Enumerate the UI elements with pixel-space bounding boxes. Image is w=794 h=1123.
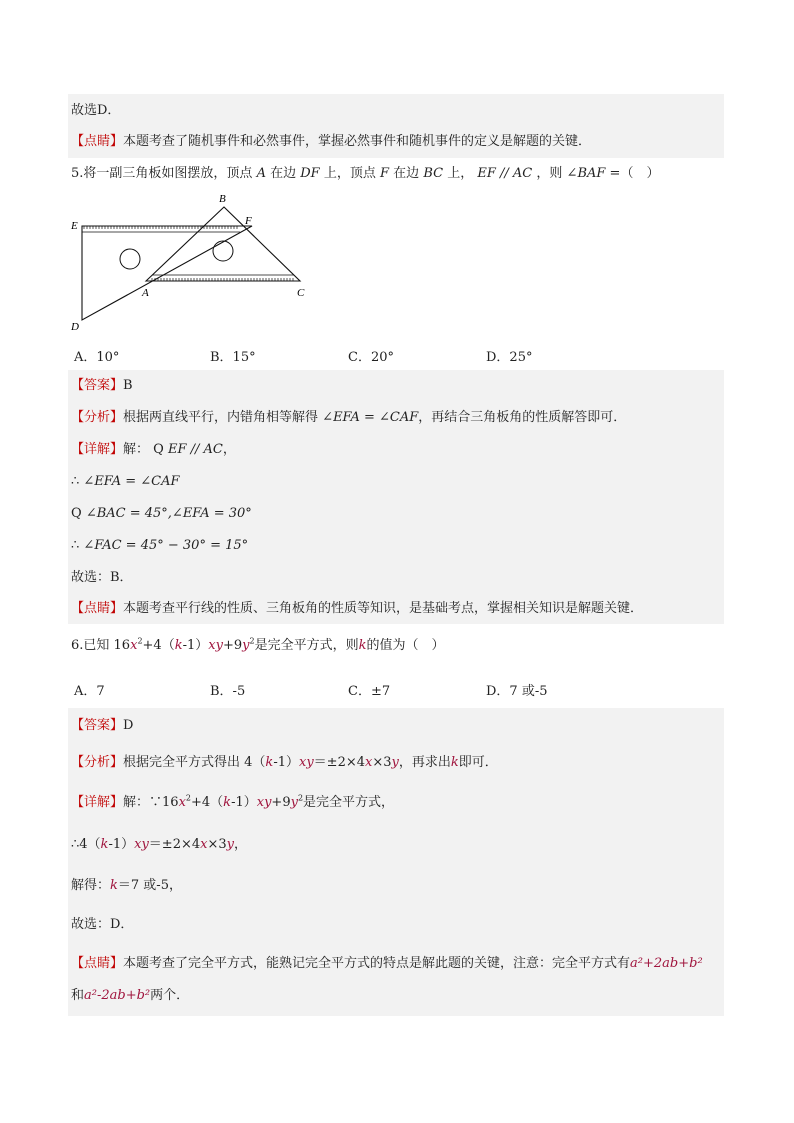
option-d[interactable]: D．7 或-5 bbox=[486, 684, 548, 699]
exponent: 2 bbox=[297, 793, 304, 803]
math-var: DF bbox=[300, 166, 320, 181]
stem-text: 在边 bbox=[393, 166, 420, 181]
math-var: y bbox=[242, 638, 250, 653]
stem-text: 上， bbox=[447, 166, 474, 181]
question-number: 5. bbox=[71, 166, 84, 181]
analysis-tag: 【分析】 bbox=[71, 410, 124, 425]
math-var: xy bbox=[208, 638, 223, 653]
detail-text: -1） bbox=[231, 795, 257, 810]
option-a[interactable]: A．10° bbox=[74, 350, 120, 365]
analysis-line bbox=[68, 402, 724, 434]
math-var: x bbox=[130, 638, 138, 653]
set-square-45 bbox=[146, 207, 300, 281]
analysis-text: 即可． bbox=[458, 755, 498, 770]
comment-tag: 【点睛】 bbox=[71, 956, 124, 971]
detail-line-3 bbox=[68, 498, 724, 530]
analysis-line bbox=[68, 744, 724, 782]
math-var: x bbox=[178, 795, 186, 810]
stem-text: 上，顶点 bbox=[323, 166, 376, 181]
detail-text: 是完全平方式， bbox=[303, 795, 395, 810]
ruler-hole bbox=[120, 249, 140, 269]
detail-text: +9 bbox=[271, 795, 291, 810]
therefore-symbol: ∴ bbox=[71, 538, 80, 553]
analysis-text: -1） bbox=[273, 755, 299, 770]
detail-line-2 bbox=[68, 824, 724, 866]
math-expression: ∠EFA = ∠CAF bbox=[322, 410, 419, 425]
set-square-30-60 bbox=[82, 226, 252, 320]
math-var: x bbox=[200, 837, 208, 852]
answer-tag: 【答案】 bbox=[71, 378, 124, 393]
detail-line-4 bbox=[68, 530, 724, 562]
answer-tag: 【答案】 bbox=[71, 718, 124, 733]
math-var: F bbox=[380, 166, 390, 181]
prev-answer-line bbox=[68, 94, 724, 128]
detail-line-1 bbox=[68, 434, 724, 466]
comment-block bbox=[68, 944, 724, 1016]
math-var: xy bbox=[298, 755, 314, 770]
math-var: k bbox=[174, 638, 183, 653]
formula: a²+2ab+b² bbox=[630, 956, 703, 971]
detail-text: ＝7 或-5， bbox=[117, 878, 182, 893]
math-var: k bbox=[358, 638, 367, 653]
stem-text: ，则 bbox=[536, 166, 563, 181]
math-var: y bbox=[391, 755, 399, 770]
option-d[interactable]: D．25° bbox=[486, 350, 533, 365]
math-var: BC bbox=[423, 166, 444, 181]
label-e: E bbox=[71, 220, 78, 232]
detail-line-3 bbox=[68, 866, 724, 906]
math-var: k bbox=[110, 878, 118, 893]
option-a[interactable]: A．7 bbox=[74, 684, 105, 699]
stem-text: +4（ bbox=[142, 638, 175, 653]
detail-tag: 【详解】 bbox=[71, 442, 124, 457]
detail-text: ×3 bbox=[207, 837, 227, 852]
detail-text: ， bbox=[222, 442, 236, 457]
option-b[interactable]: B．-5 bbox=[210, 684, 246, 699]
math-expression: ∠FAC = 45° − 30° = 15° bbox=[83, 538, 249, 553]
detail-line-2 bbox=[68, 466, 724, 498]
math-expression: ∠BAF bbox=[566, 166, 606, 181]
answer-line bbox=[68, 708, 724, 744]
math-var: x bbox=[365, 755, 373, 770]
comment-text: 本题考查平行线的性质、三角板角的性质等知识，是基础考点，掌握相关知识是解题关键． bbox=[123, 601, 644, 616]
comment-tag: 【点睛】 bbox=[71, 601, 124, 616]
detail-text: 解：∵16 bbox=[123, 795, 179, 810]
math-expression: EF // AC bbox=[477, 166, 533, 181]
choose-text: 故选：D． bbox=[71, 917, 134, 932]
label-c: C bbox=[297, 287, 305, 299]
choose-line bbox=[68, 562, 724, 594]
question-number: 6. bbox=[71, 638, 84, 653]
math-var: k bbox=[223, 795, 232, 810]
detail-text: ∴4（ bbox=[71, 837, 101, 852]
option-b[interactable]: B．15° bbox=[210, 350, 256, 365]
math-var: k bbox=[100, 837, 109, 852]
math-var: k bbox=[450, 755, 459, 770]
detail-line-1 bbox=[68, 782, 724, 824]
math-expression: EF // AC bbox=[167, 442, 223, 457]
detail-text: ， bbox=[234, 837, 248, 852]
answer-value: D bbox=[123, 718, 134, 733]
detail-text: +4（ bbox=[191, 795, 224, 810]
analysis-text: ，再求出 bbox=[398, 755, 451, 770]
answer-value: B bbox=[123, 378, 133, 393]
comment-text: 和 bbox=[71, 988, 85, 1003]
stem-text: 将一副三角板如图摆放，顶点 bbox=[83, 166, 253, 181]
stem-text: 是完全平方式，则 bbox=[254, 638, 359, 653]
math-var: y bbox=[290, 795, 298, 810]
exponent: 2 bbox=[249, 636, 255, 646]
choose-line bbox=[68, 906, 724, 944]
comment-tag: 【点睛】 bbox=[71, 134, 124, 149]
analysis-text: 根据两直线平行，内错角相等解得 bbox=[123, 410, 319, 425]
detail-text: 解： bbox=[123, 442, 150, 457]
stem-text: 已知 16 bbox=[83, 638, 131, 653]
prev-answer-text: 故选D． bbox=[71, 103, 121, 118]
math-var: y bbox=[226, 837, 234, 852]
comment-text: 本题考查了完全平方式，能熟记完全平方式的特点是解此题的关键，注意：完全平方式有 bbox=[123, 956, 631, 971]
because-symbol: Q bbox=[71, 506, 82, 521]
option-c[interactable]: C．±7 bbox=[348, 684, 391, 699]
stem-text: 的值为（ ） bbox=[366, 638, 445, 653]
prev-comment-line bbox=[68, 128, 724, 158]
because-symbol: Q bbox=[153, 442, 164, 457]
analysis-text: ＝±2×4 bbox=[313, 755, 365, 770]
analysis-text: 根据完全平方式得出 4（ bbox=[123, 755, 266, 770]
stem-text: -1） bbox=[182, 638, 209, 653]
question-5-stem bbox=[68, 162, 724, 186]
formula: a²-2ab+b² bbox=[84, 988, 151, 1003]
comment-text: 本题考查了随机事件和必然事件，掌握必然事件和随机事件的定义是解题的关键． bbox=[123, 134, 592, 149]
analysis-tag: 【分析】 bbox=[71, 755, 124, 770]
math-var: xy bbox=[256, 795, 272, 810]
comment-text: 两个． bbox=[150, 988, 190, 1003]
ruler-hole bbox=[213, 241, 233, 261]
comment-line bbox=[68, 594, 724, 624]
label-a: A bbox=[142, 287, 149, 299]
analysis-text: ，再结合三角板角的性质解答即可． bbox=[418, 410, 627, 425]
choose-text: 故选：B． bbox=[71, 570, 133, 585]
analysis-text: ×3 bbox=[372, 755, 392, 770]
triangle-figure bbox=[66, 190, 326, 338]
therefore-symbol: ∴ bbox=[71, 474, 80, 489]
stem-text: =（ ） bbox=[609, 166, 660, 181]
math-var: xy bbox=[134, 837, 149, 852]
option-c[interactable]: C．20° bbox=[348, 350, 394, 365]
detail-text: 解得： bbox=[71, 878, 111, 893]
label-f: F bbox=[245, 215, 252, 227]
detail-text: -1） bbox=[108, 837, 135, 852]
stem-text: 在边 bbox=[270, 166, 297, 181]
detail-text: ＝±2×4 bbox=[148, 837, 201, 852]
math-var: A bbox=[256, 166, 266, 181]
detail-tag: 【详解】 bbox=[71, 795, 124, 810]
math-expression: ∠EFA = ∠CAF bbox=[83, 474, 180, 489]
math-var: k bbox=[265, 755, 274, 770]
exponent: 2 bbox=[185, 793, 191, 803]
question-6-stem bbox=[68, 634, 724, 658]
exponent: 2 bbox=[137, 636, 143, 646]
math-expression: ∠BAC = 45°,∠EFA = 30° bbox=[85, 506, 252, 521]
label-b: B bbox=[219, 193, 226, 205]
stem-text: +9 bbox=[222, 638, 243, 653]
answer-line bbox=[68, 370, 724, 402]
label-d: D bbox=[71, 321, 79, 333]
